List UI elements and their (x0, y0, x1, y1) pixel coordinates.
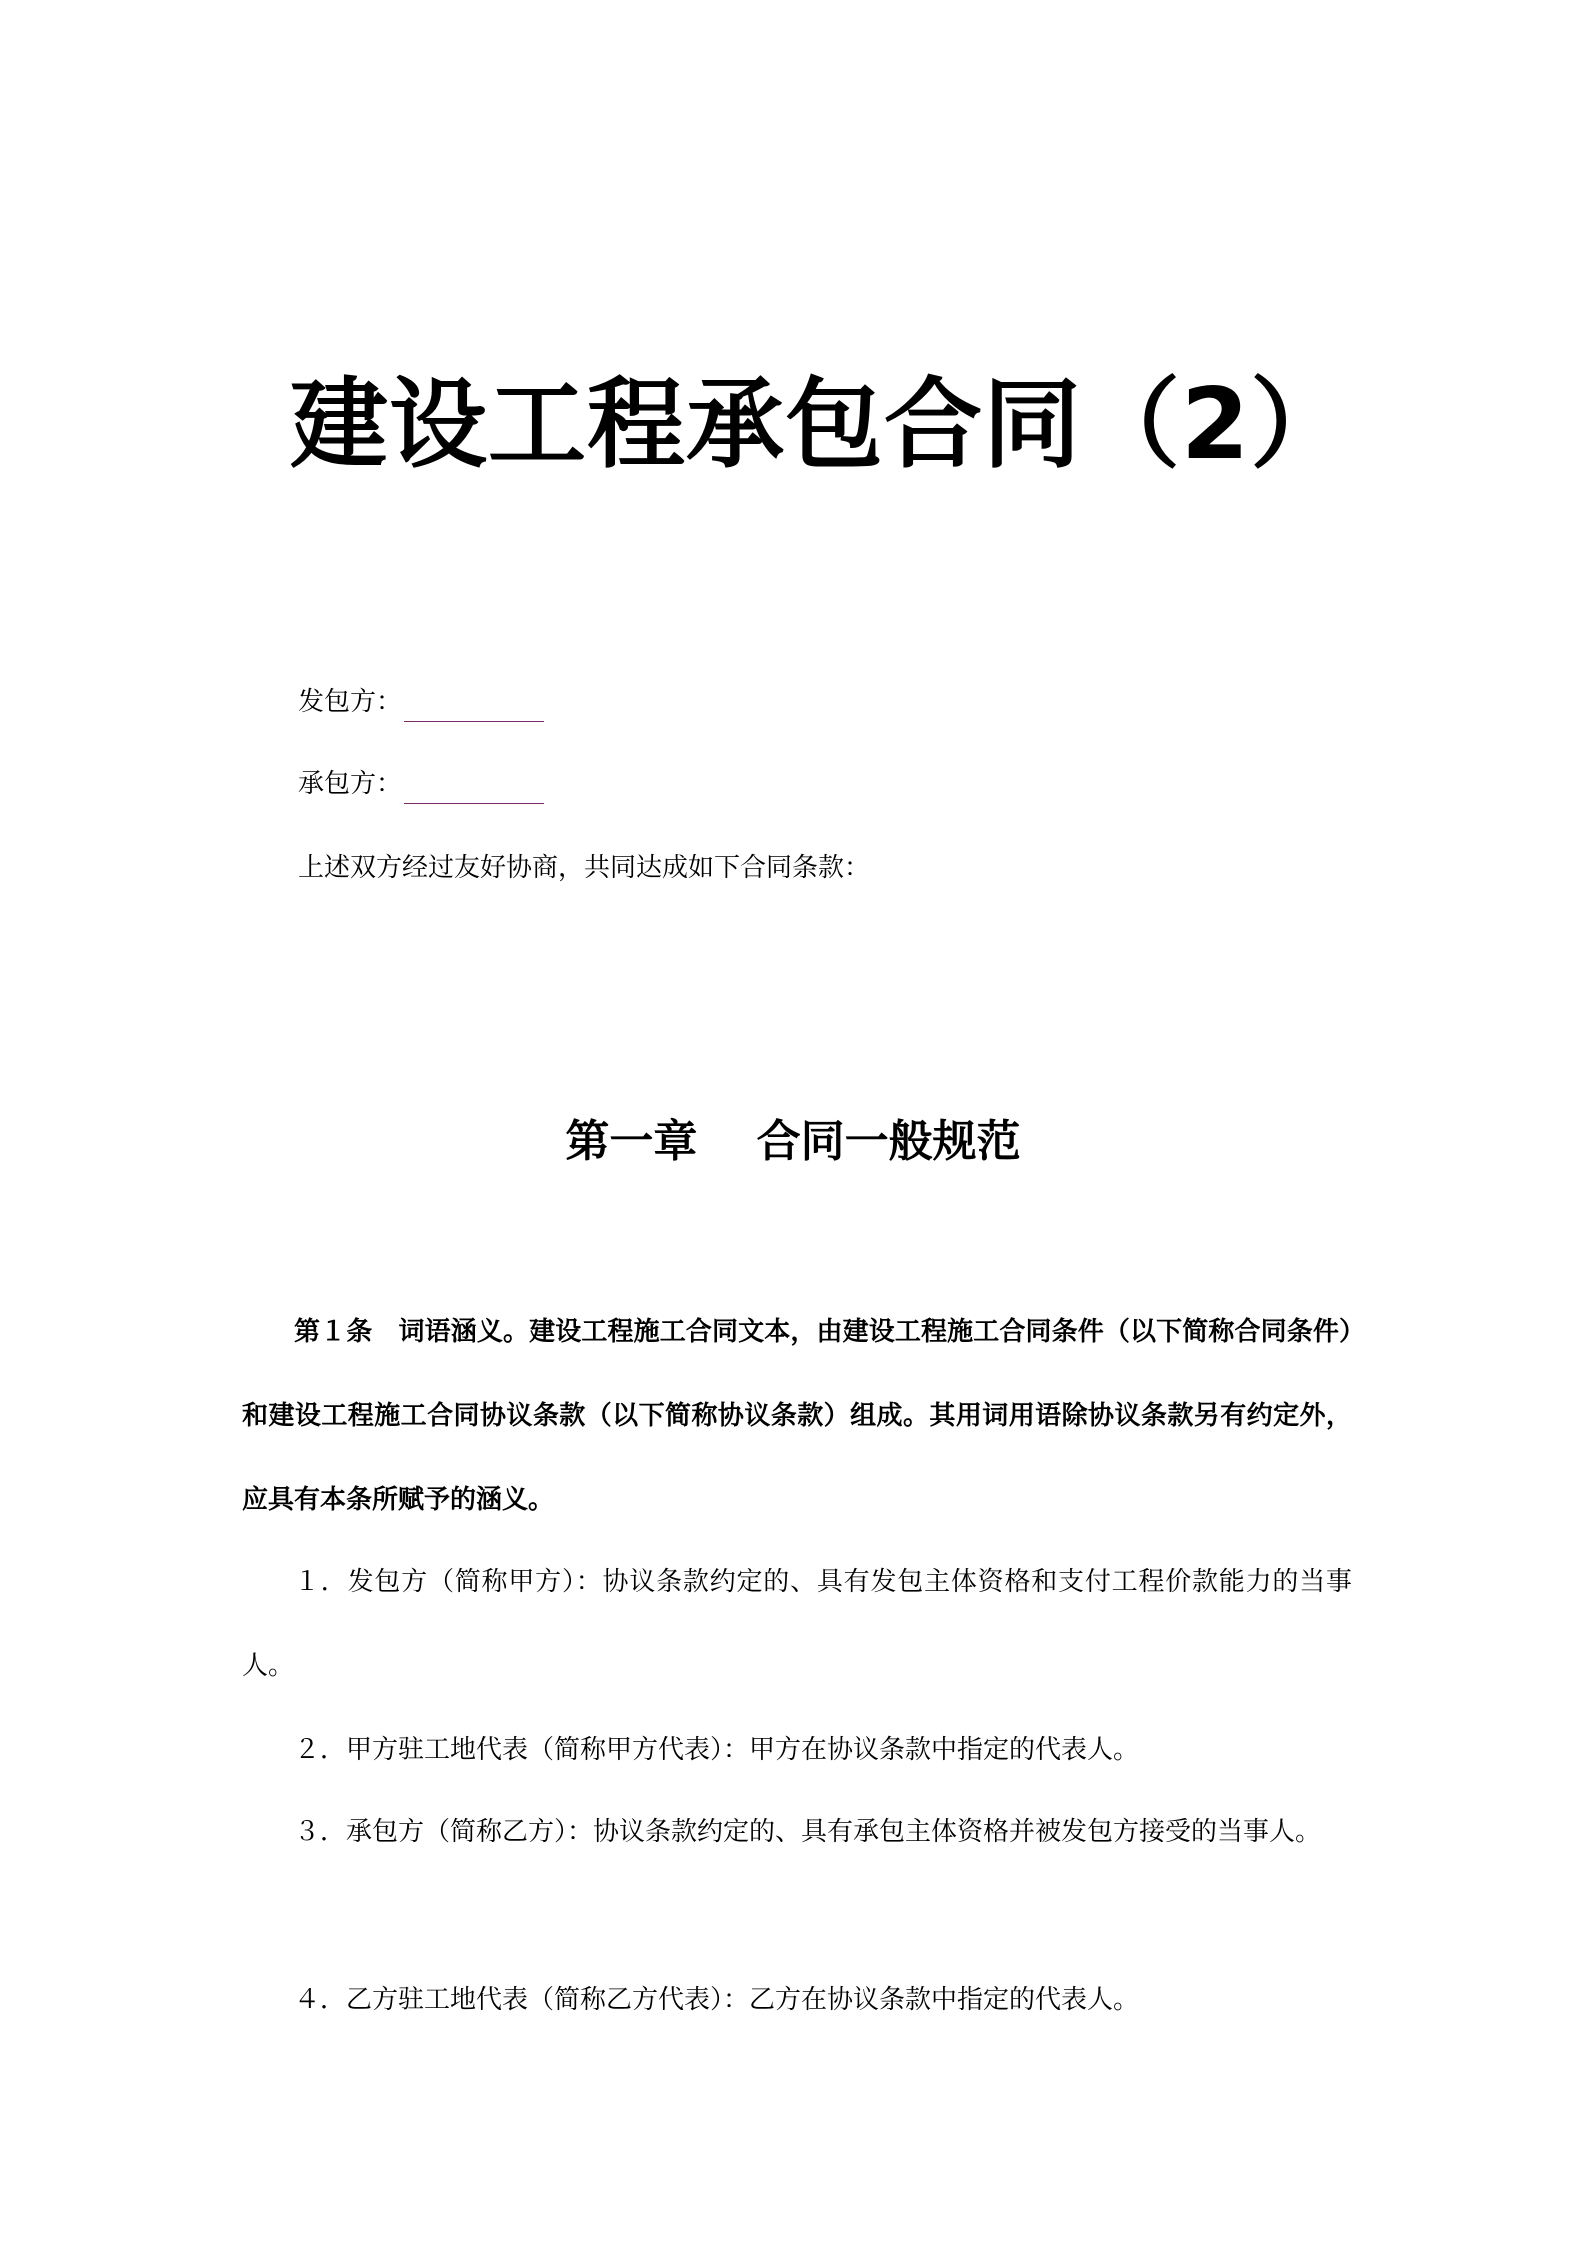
article-1 (242, 1290, 1352, 1542)
employer-label: 发包方： (298, 687, 403, 717)
definition-item: ４．乙方驻工地代表（简称乙方代表）：乙方在协议条款中指定的代表人。 (294, 1985, 1140, 2015)
employer-blank-field[interactable] (404, 693, 544, 722)
contractor-blank-field[interactable] (404, 775, 544, 804)
definition-item: ３．承包方（简称乙方）：协议条款约定的、具有承包主体资格并被发包方接受的当事人。 (294, 1817, 1322, 1847)
contractor-label: 承包方： (298, 769, 403, 799)
document-title: 建设工程承包合同（2） (290, 368, 1350, 482)
definition-item: １．发包方（简称甲方）：协议条款约定的、具有发包主体资格和支付工程价款能力的当事人。 (242, 1567, 1352, 1681)
article-text: 词语涵义。建设工程施工合同文本，由建设工程施工合同条件（以下简称合同条件）和建设工程施工合同协议条款（以下简称协议条款）组成。其用词用语除协议条款另有约定外，应具有本条所赋予的涵义。 (242, 1317, 1352, 1515)
contractor-line (298, 764, 544, 804)
article-number: 第１条 (294, 1317, 399, 1347)
definition-item: ２．甲方驻工地代表（简称甲方代表）：甲方在协议条款中指定的代表人。 (294, 1735, 1140, 1765)
chapter-heading: 第一章 合同一般规范 (565, 1116, 1021, 1167)
employer-line (298, 682, 544, 722)
intro-text: 上述双方经过友好协商，共同达成如下合同条款： (298, 853, 871, 883)
